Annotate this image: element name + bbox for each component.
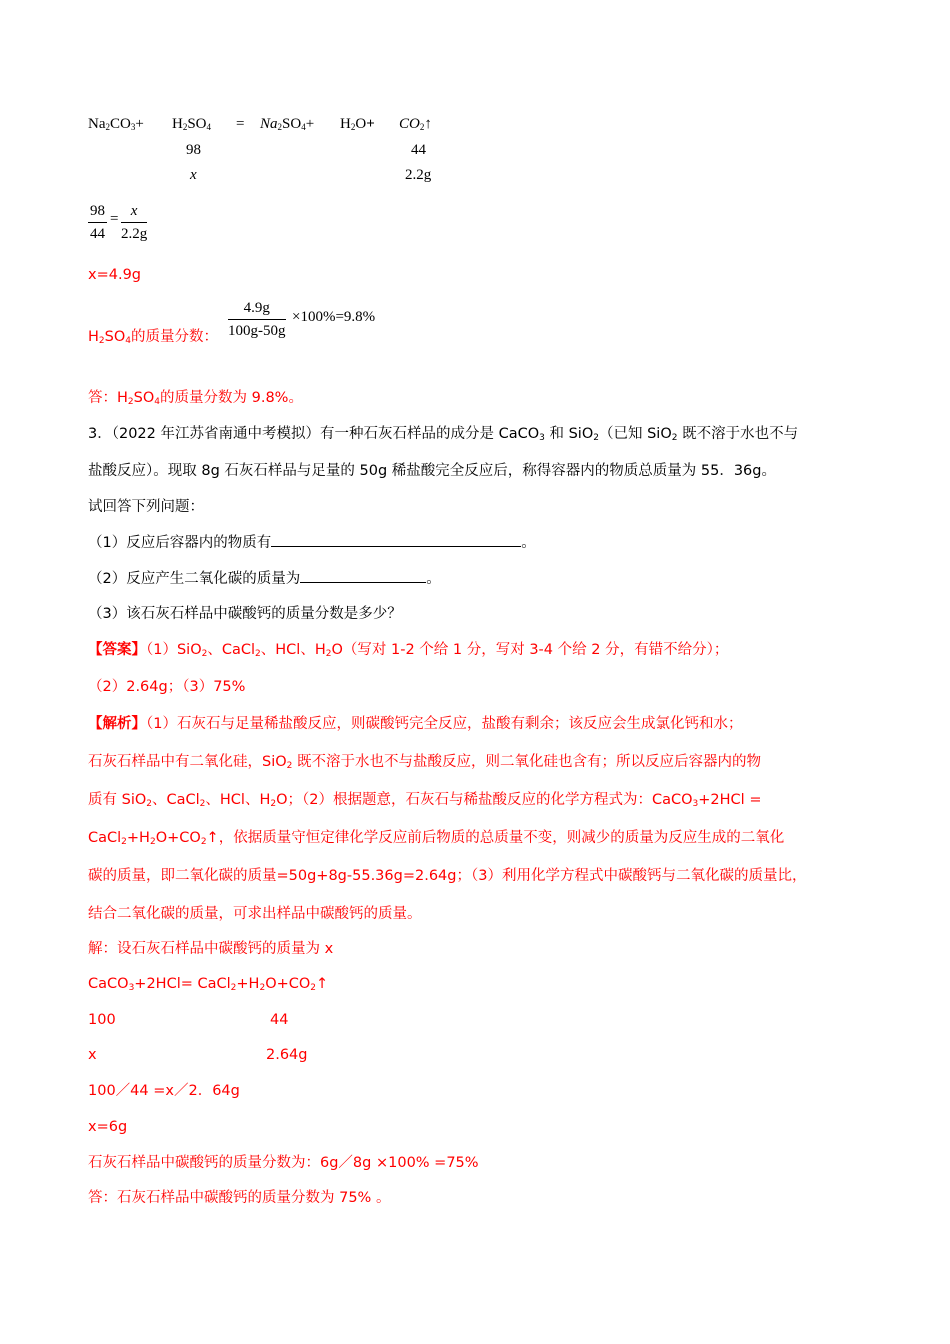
analysis-line2: 石灰石样品中有二氧化硅，SiO$_2$ 既不溶于水也不与盐酸反应，则二氧化硅也含有；所以反应后容器内的物: [88, 754, 761, 771]
solution-intro: 解：设石灰石样品中碳酸钙的质量为 x: [88, 941, 334, 957]
solution-given-co2: 2.64g: [266, 1047, 308, 1063]
answer-blank-1[interactable]: [271, 532, 521, 547]
question3-line2: 盐酸反应）。现取 8g 石灰石样品与足量的 50g 稀盐酸完全反应后，称得容器内的物质总质量为 55．36g。: [88, 463, 776, 479]
analysis-line5: 碳的质量，即二氧化碳的质量=50g+8g-55.36g=2.64g；（3）利用化学方程式中碳酸钙与二氧化碳的质量比，: [88, 868, 807, 884]
solution-var-x: x: [88, 1047, 97, 1063]
given-co2-mass: 2.2g: [405, 167, 432, 183]
answer3-line2: （2）2.64g；（3）75%: [88, 679, 246, 695]
question3-line1: 3．（2022 年江苏省南通中考模拟）有一种石灰石样品的成分是 CaCO$_3$ 和 SiO$_2$（已知 SiO$_2$ 既不溶于水也不与: [88, 426, 799, 443]
solution-equation: CaCO$_3$+2HCl= $CaCl_2+H_2O+CO_2↑$: [88, 976, 329, 993]
equation-reactant-h2so4: $H_2SO_4$: [172, 116, 212, 132]
equation-product-na2so4: $Na_2SO_4+$: [260, 116, 315, 132]
equation-product-co2: $CO_2↑$: [399, 116, 432, 132]
mass-h2so4: 98: [186, 142, 201, 158]
answer-blank-2[interactable]: [300, 568, 426, 583]
equation-product-h2o: $H_2O+$: [340, 116, 375, 132]
solution-x-result: x=6g: [88, 1119, 128, 1135]
proportion-right-fraction: $\frac{x}{2.2g}$: [121, 200, 147, 245]
analysis-line1: 【解析】（1）石灰石与足量稀盐酸反应，则碳酸钙完全反应，盐酸有剩余；该反应会生成氯化钙和水；: [88, 716, 743, 732]
solution-mass-caco3: 100: [88, 1012, 116, 1028]
analysis-line4: $CaCl_2+H_2O+CO_2↑$，依据质量守恒定律化学反应前后物质的总质量不变，则减少的质量为反应生成的二氧化: [88, 830, 785, 847]
question3-sub3: （3）该石灰石样品中碳酸钙的质量分数是多少？: [88, 606, 402, 622]
solution-percentage: 石灰石样品中碳酸钙的质量分数为：6g／8g ×100% =75%: [88, 1155, 479, 1171]
question3-line3: 试回答下列问题：: [88, 499, 204, 515]
solution-answer: 答：石灰石样品中碳酸钙的质量分数为 75% 。: [88, 1190, 391, 1206]
question3-sub1: （1）反应后容器内的物质有 。: [88, 532, 536, 553]
equation-reactant-na2co3: $Na_2CO_3+$: [88, 116, 144, 132]
analysis-line6: 结合二氧化碳的质量，可求出样品中碳酸钙的质量。: [88, 906, 422, 922]
analysis-line3: 质有 SiO$_2$、CaCl$_2$、HCl、$H_2O$；（2）根据题意，石灰石与稀盐酸反应的化学方程式为：CaCO$_3$+2HCl =: [88, 792, 762, 809]
mass-fraction-label: $H_2SO_4$的质量分数：: [88, 329, 218, 346]
equation-equals: =: [236, 116, 245, 132]
mass-fraction-tail: ×100%=9.8%: [292, 309, 376, 325]
answer-1: 答：$H_2SO_4$的质量分数为 9.8%。: [88, 390, 303, 407]
question3-sub2: （2）反应产生二氧化碳的质量为 。: [88, 568, 441, 589]
solution-ratio: 100／44 =x／2．64g: [88, 1083, 240, 1099]
result-x: x=4.9g: [88, 267, 141, 283]
variable-x: x: [190, 167, 197, 183]
proportion-equals: =: [110, 211, 119, 227]
mass-co2: 44: [411, 142, 426, 158]
answer3-line1: 【答案】（1）SiO$_2$、CaCl$_2$、HCl、$H_2O$（写对 1-2 个给 1 分，写对 3-4 个给 2 分，有错不给分）；: [88, 642, 729, 659]
solution-mass-co2: 44: [270, 1012, 289, 1028]
proportion-left-fraction: $\frac{98}{44}$: [88, 200, 107, 245]
mass-fraction-expression: $\frac{4.9g}{100g-50g}$: [228, 297, 286, 342]
